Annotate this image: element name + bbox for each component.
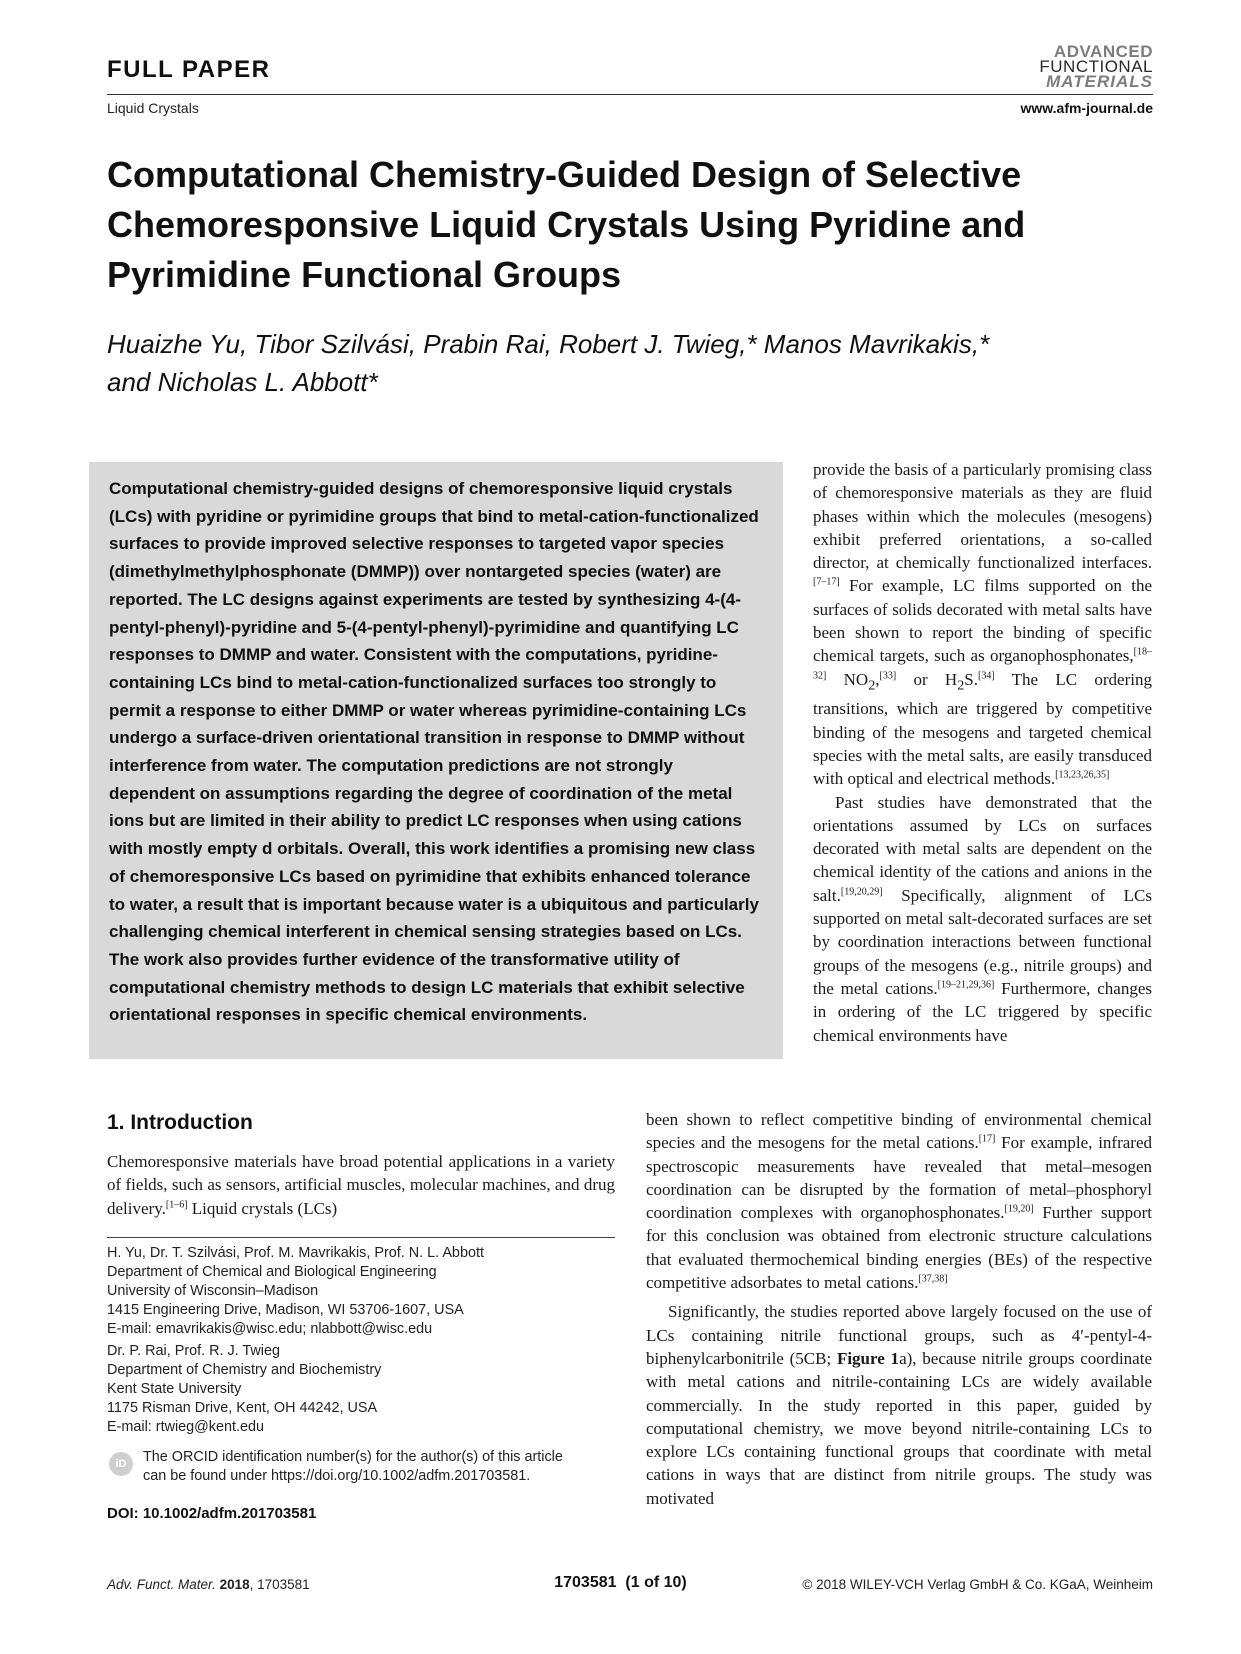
doi-label[interactable]: DOI: 10.1002/adfm.201703581 bbox=[107, 1505, 317, 1522]
affiliation-1 bbox=[107, 1244, 617, 1339]
citation[interactable]: [19,20] bbox=[1004, 1203, 1034, 1215]
footer-copyright: © 2018 WILEY-VCH Verlag GmbH & Co. KGaA, Weinheim bbox=[802, 1577, 1153, 1592]
affiliation-line: Department of Chemical and Biological Engineering bbox=[107, 1264, 437, 1280]
affiliation-line: Department of Chemistry and Biochemistry bbox=[107, 1362, 382, 1378]
citation[interactable]: [17] bbox=[978, 1133, 996, 1145]
author-line-1: Huaizhe Yu, Tibor Szilvási, Prabin Rai, Robert J. Twieg,* Manos Mavrikakis,* bbox=[107, 329, 990, 359]
orcid-text-line: The ORCID identification number(s) for the author(s) of this article bbox=[143, 1449, 563, 1465]
paper-type-label: FULL PAPER bbox=[107, 56, 271, 83]
orcid-link[interactable]: can be found under https://doi.org/10.1002/adfm.201703581. bbox=[143, 1468, 531, 1484]
citation[interactable]: [13,23,26,35] bbox=[1055, 769, 1110, 781]
affiliations bbox=[107, 1244, 617, 1440]
author-line-2: and Nicholas L. Abbott* bbox=[107, 367, 378, 397]
affiliation-email[interactable]: E-mail: emavrikakis@wisc.edu; nlabbott@wisc.edu bbox=[107, 1321, 433, 1337]
affiliation-line: H. Yu, Dr. T. Szilvási, Prof. M. Mavrikakis, Prof. N. L. Abbott bbox=[107, 1245, 484, 1261]
right-column-upper bbox=[813, 458, 1152, 1047]
citation[interactable]: [1–6] bbox=[165, 1198, 188, 1210]
section-heading-introduction: 1. Introduction bbox=[107, 1111, 253, 1134]
orcid-icon: iD bbox=[109, 1452, 133, 1476]
right-column-lower bbox=[646, 1108, 1152, 1510]
paragraph: Past studies have demonstrated that the orientations assumed by LCs on surfaces decorated with metal salts are dependent on the chemical identity of the cations and anions in the salt.[19,20,29] Specifically, alignment of LCs supported on metal salt-decorated surfaces are set by coordination interactions between functional groups of the mesogens (e.g., nitrile groups) and the metal cations.[19–21,29,36] Furthermore, changes in ordering of the LC triggered by specific chemical environments have bbox=[813, 792, 1152, 1045]
citation[interactable]: [18–32] bbox=[813, 646, 1152, 682]
paragraph: Significantly, the studies reported above largely focused on the use of LCs containing nitrile functional groups, such as 4′-pentyl-4-biphenylcarbonitrile (5CB; Figure 1a), because nitrile groups coordinate with metal cations and nitrile-containing LCs are widely available commercially. In the study reported in this paper, guided by computational chemistry, we move beyond nitrile-containing LCs to explore LCs containing functional groups that coordinate with metal cations in ways that are distinct from nitrile groups. The study was motivated bbox=[646, 1302, 1152, 1508]
citation[interactable]: [19,20,29] bbox=[840, 886, 883, 898]
affiliation-2 bbox=[107, 1342, 617, 1437]
citation[interactable]: [37,38] bbox=[918, 1273, 948, 1285]
affiliation-email[interactable]: E-mail: rtwieg@kent.edu bbox=[107, 1419, 264, 1435]
paragraph: Chemoresponsive materials have broad potential applications in a variety of fields, such as sensors, artificial muscles, molecular machines, and drug delivery.[1–6] Liquid crystals (LCs) bbox=[107, 1152, 615, 1218]
abstract-box bbox=[89, 462, 783, 1059]
paragraph: provide the basis of a particularly promising class of chemoresponsive materials as they are fluid phases within which the molecules (mesogens) exhibit preferred orientations, a so-called director, at chemically functionalized interfaces.[7–17] For example, LC films supported on the surfaces of solids decorated with metal salts have been shown to report the binding of specific chemical targets, such as organophosphonates,[18–32] $NO_2,[33]$ or $H_2S.[34]$ The LC ordering transitions, which are triggered by competitive binding of the mesogens and targeted chemical species with the metal salts, are easily transduced with optical and electrical methods.[13,23,26,35] bbox=[813, 460, 1152, 789]
orcid-note bbox=[107, 1448, 617, 1486]
footer-citation: Adv. Funct. Mater. 2018, 1703581 bbox=[107, 1577, 310, 1592]
affiliation-line: 1415 Engineering Drive, Madison, WI 53706-1607, USA bbox=[107, 1302, 464, 1318]
affiliation-line: University of Wisconsin–Madison bbox=[107, 1283, 319, 1299]
logo-line-1: ADVANCED bbox=[1053, 42, 1153, 61]
journal-website-link[interactable]: www.afm-journal.de bbox=[1020, 100, 1153, 116]
author-list bbox=[107, 325, 1097, 401]
paragraph: been shown to reflect competitive binding of environmental chemical species and the mesogens for the metal cations.[17] For example, infrared spectroscopic measurements have revealed that metal–mesogen coordination can be disrupted by the formation of metal–phosphoryl coordination complexes with organophosphonates.[19,20] Further support for this conclusion was obtained from electronic structure calculations that evaluated thermochemical binding energies (BEs) of the respective competitive adsorbates to metal cations.[37,38] bbox=[646, 1110, 1152, 1293]
footnote-rule bbox=[107, 1237, 615, 1238]
header-rule bbox=[107, 94, 1153, 95]
abstract-text: Computational chemistry-guided designs of chemoresponsive liquid crystals (LCs) with pyridine or pyrimidine groups that bind to metal-cation-functionalized surfaces to provide improved selective responses to targeted vapor species (dimethylmethylphosphonate (DMMP)) over nontargeted species (water) are reported. The LC designs against experiments are tested by synthesizing 4-(4-pentyl-phenyl)-pyridine and 5-(4-pentyl-phenyl)-pyrimidine and quantifying LC responses to DMMP and water. Consistent with the computations, pyridine-containing LCs bind to metal-cation-functionalized surfaces too strongly to permit a response to either DMMP or water whereas pyrimidine-containing LCs undergo a surface-driven orientational transition in response to DMMP without interference from water. The computation predictions are not strongly dependent on assumptions regarding the degree of coordination of the metal ions but are limited in their ability to predict LC responses when using cations with mostly empty d orbitals. Overall, this work identifies a promising new class of chemoresponsive LCs based on pyrimidine that exhibits enhanced tolerance to water, a result that is important because water is a ubiquitous and particularly challenging chemical interferent in chemical sensing strategies based on LCs. The work also provides further evidence of the transformative utility of computational chemistry methods to design LC materials that exhibit selective orientational responses in specific chemical environments. bbox=[109, 479, 759, 1025]
article-title: Computational Chemistry-Guided Design of Selective Chemoresponsive Liquid Crystals Using Pyridine and Pyrimidine Functional Groups bbox=[107, 154, 1026, 295]
journal-logo bbox=[923, 44, 1153, 89]
citation[interactable]: [33] bbox=[879, 670, 897, 682]
section-label: Liquid Crystals bbox=[107, 100, 199, 116]
affiliation-line: Dr. P. Rai, Prof. R. J. Twieg bbox=[107, 1343, 281, 1359]
citation[interactable]: [34] bbox=[978, 670, 995, 682]
figure-reference[interactable]: Figure 1 bbox=[836, 1348, 900, 1368]
citation[interactable]: [7–17] bbox=[813, 576, 840, 588]
logo-line-2: FUNCTIONAL bbox=[1039, 57, 1153, 76]
affiliation-line: Kent State University bbox=[107, 1381, 242, 1397]
citation[interactable]: [19–21,29,36] bbox=[937, 979, 995, 991]
affiliation-line: 1175 Risman Drive, Kent, OH 44242, USA bbox=[107, 1400, 378, 1416]
page-number: 1703581 (1 of 10) bbox=[554, 1574, 687, 1591]
logo-line-3: MATERIALS bbox=[1046, 72, 1153, 91]
introduction-text bbox=[107, 1150, 615, 1220]
